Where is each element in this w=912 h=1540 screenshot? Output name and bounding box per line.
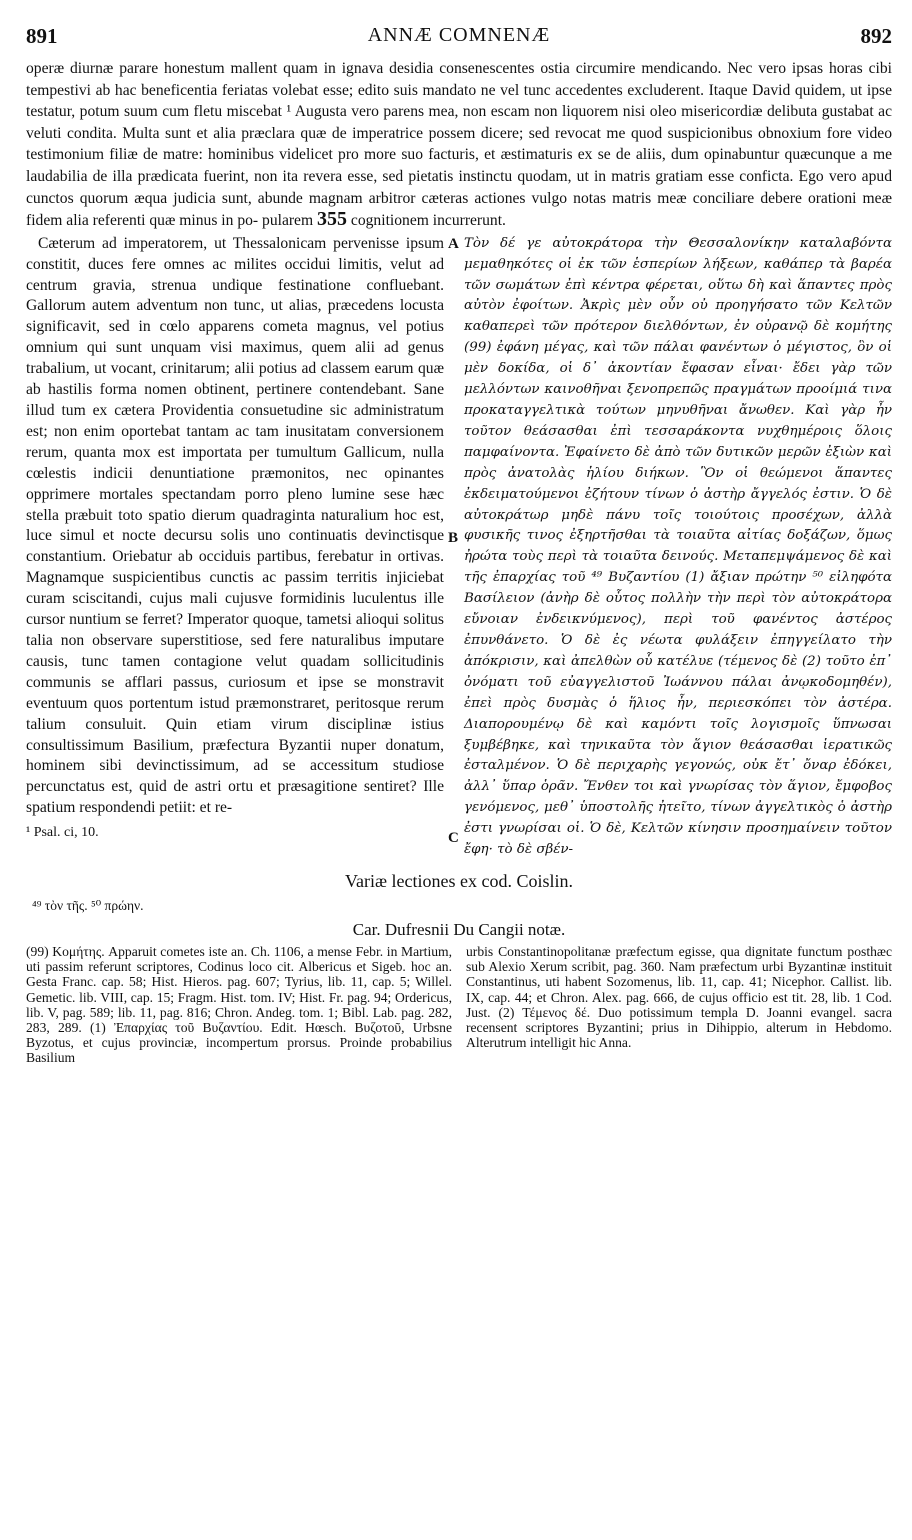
greek-column [464, 234, 892, 861]
notes-left-text: (99) Κομήτης. Apparuit cometes iste an. Ch. 1106, a mense Febr. in Martium, uti passim referunt scriptores, Codinus loco cit. Albericus et Sigeb. hoc an. Gesta Franc. cap. 58; Hist. Hieros. pag. 607; Tyrius, lib. 11, cap. 5; Willel. Gemetic. lib. VIII, cap. 15; Fragm. Hist. tom. IV; Hist. Fr. pag. 94; Ordericus, lib. V, pag. 589; lib. 11, pag. 816; Chron. Andeg. tom. 1; Bibl. Lab. pag. 282, 283, 289. (1) Ἐπαρχίας τοῦ Βυζαντίου. Edit. Hœsch. Βυζοτοῦ, Urbsne Byzotus, et cujus provinciæ, incompertum prorsus. Proinde probabilius Basilium [26, 943, 452, 1066]
notes-section [26, 944, 892, 1066]
running-header [26, 24, 892, 58]
margin-mark-c: C [448, 829, 459, 846]
page-number-left: 891 [26, 24, 58, 48]
margin-mark-a: A [448, 235, 459, 252]
latin-column [26, 234, 444, 861]
notes-right-text: urbis Constantinopolitanæ præfectum egisse, qua dignitate functum posthæc sub Alexio Xerum scribit, pag. 360. Nam præfectum urbi Byzantinæ instituit Constantinus, uti habent Sozomenus, lib. 11, cap. 41; Nicephor. Callist. lib. IX, cap. 44; et Chron. Alex. pag. 666, de cujus officio est tit. 28, lib. 1 Cod. Just. (2) Τέμενος δέ. Duo potissimum templa D. Joanni evangel. sacra recensent scriptores Byzantini; prius in Dihippio, alterum in Hebdomo. Alterutrum intelligit hic Anna. [466, 943, 892, 1051]
page-number-right: 892 [860, 24, 892, 48]
notes-heading: Car. Dufresnii Du Cangii notæ. [352, 919, 566, 939]
section-number: 355 [317, 208, 348, 231]
variants-text: ⁴⁹ τὸν τῆς. ⁵⁰ πρώην. [32, 897, 144, 913]
intro-tail: pularem [262, 212, 314, 230]
psalm-footnote: ¹ Psal. ci, 10. [26, 825, 99, 841]
latin-text: Cæterum ad imperatorem, ut Thessalonicam pervenisse ipsum constitit, duces fere omnes ac milites occidui limitis, velut ad centrum gravia, strenua undique festinatione confluebant. Gallorum autem adventum non tunc, ut alias, præcedens locusta significavit, sed in cœlo apparens cometa magnus, vel potius omnium qui sunt unquam visi maximus, quem alii ad genus trabalium, ut vocant, crinitarum; alii potius ad classem earum quæ ab hastilis forma nomen obtinent, pertinere contendebant. Sane illud tum ex cætera Providentia consuetudine sic administratum est; non enim oportebat tantam ac tam inusitatam conversionem rerum, quanta mox est importata per tumultum Gallicum, nulla cœlestis indicii denuntiatione præmonitos, nec opinantes opprimere mortales spectandam porro pleno lumine sese hæc stella præbuit toto spatio dierum quadraginta naturalium hoc est, luce simul et nocte decursu solis uno continuatis devinctisque constantium. Oriebatur ab occiduis partibus, ferebatur in ortivas. Magnamque suspicientibus cunctis ac passim territis injiciebat curam sciscitandi, cujus mali cujusve formidinis luculentus ille cursor nuntium se ferret? Imperator quoque, tametsi alioqui solitus talia non observare superstitiose, sed fere naturalibus imputare causis, tunc tamen contagione velut quadam sollicitudinis communis se afflari passus, curiosum et ipse se monstravit eventuum quos portentum istud præmonstraret, peritosque rerum talium consuluit. Quin etiam virum disciplinæ istius consultissimum Basilium, præfectura Byzantii nuper donatum, hominem sibi devinctissimum, ad se accessitum studiose percunctatus est, quid de astri ortu et præsagitione sentiret? Ille spatium respondendi petiit: et re- [26, 234, 444, 817]
notes-right-column [466, 944, 892, 1066]
variants-heading: Variæ lectiones ex cod. Coislin. [345, 870, 573, 891]
margin-mark-b: B [448, 529, 459, 546]
parallel-text [26, 234, 892, 861]
intro-paragraph [26, 58, 892, 232]
notes-left-column [26, 944, 452, 1066]
page [26, 24, 892, 1066]
greek-text: Τὸν δέ γε αὐτοκράτορα τὴν Θεσσαλονίκην καταλαβόντα μεμαθηκότες οἱ ἐκ τῶν ἑσπερίων λήξεων, καθάπερ τὰ βαρέα τῶν σωμάτων ἐπὶ κέντρα φέρεται, οὕτω δὴ καὶ ἅπαντες πρὸς αὐτὸν ἐφοίτων. Ἀκρὶς μὲν οὖν οὐ προηγήσατο τῶν Κελτῶν καθαπερεὶ τῶν πρότερον διελθόντων, ἐν οὐρανῷ δὲ κομήτης (99) ἐφάνη μέγας, καὶ τῶν πάλαι φανέντων ὁ μέγιστος, ὃν οἱ μὲν δοκίδα, οἱ δ᾽ ἀκοντίαν ἔφασαν εἶναι· ἔδει γὰρ τῶν μελλόντων καινοθῆναι ξενοπρεπῶς πραγμάτων προοίμιά τινα προκαταγγελτικὰ τούτων μηνυθῆναι ἄνωθεν. Καὶ γὰρ ἦν τοῦτον θεάσασθαι ἐπὶ τεσσαράκοντα νυχθημέροις ὅλοις παμφαίνοντα. Ἐφαίνετο δὲ ἀπὸ τῶν δυτικῶν μερῶν ἐξιὼν καὶ πρὸς ἀνατολὰς ἡλίου διήκων. Ὃν οἱ θεώμενοι ἅπαντες ἐκδειματούμενοι ἐζήτουν τίνων ὁ ἀστὴρ ἄγγελός ἐστιν. Ὁ δὲ αὐτοκράτωρ μηδὲ πάνυ τοῖς τοιούτοις προσέχων, ἀλλὰ φυσικῆς τινος ἐξηρτῆσθαι τὰ τοιαῦτα αἰτίας δοξάζων, ὅμως ἠρώτα τοὺς περὶ τὰ τοιαῦτα δεινούς. Μεταπεμψάμενος δὲ καὶ τῆς ἐπαρχίας τοῦ ⁴⁹ Βυζαντίου (1) ἄξιαν πρώτην ⁵⁰ εἰληφότα Βασίλειον (ἀνὴρ δὲ οὗτος πολλὴν τὴν περὶ τὸν αὐτοκράτορα εὔνοιαν ἐνδεικνύμενος), περὶ τοῦ φανέντος ἀστέρος ἐπυνθάνετο. Ὁ δὲ ἐς νέωτα φυλάξειν ἐπηγγείλατο τὴν ἀπόκρισιν, καὶ ἀπελθὼν οὗ κατέλυε (τέμενος δὲ (2) τοῦτο ἐπ᾽ ὀνόματι τοῦ εὐαγγελιστοῦ Ἰωάννου πάλαι ἀνῳκοδομηθέν), ἐπεὶ πρὸς δυσμὰς ὁ ἥλιος ἦν, περιεσκόπει τὸν ἀστέρα. Διαπορουμένῳ δὲ καὶ καμόντι τοῖς λογισμοῖς ὕπνωσαι ξυμβέβηκε, καὶ τηνικαῦτα τὸν ἅγιον θεάσασθαι ἱερατικῶς ἐσταλμένον. Ὁ δὲ περιχαρὴς γεγονώς, οὐκ ἔτ᾽ ὄναρ ἐδόκει, ἀλλ᾽ ὕπαρ ὁρᾶν. Ἔνθεν τοι καὶ γνωρίσας τὸν ἅγιον, ἔμφοβος γενόμενος, μεθ᾽ ὑποστολῆς ἠτεῖτο, τίνων ἀγγελτικὸς ὁ ἀστὴρ ἐστι γνωρίσαι οἱ. Ὁ δὲ, Κελτῶν κίνησιν προσημαίνειν τοῦτον ἔφη· τὸ δὲ σβέν- [464, 235, 892, 858]
running-title: ANNÆ COMNENÆ [367, 24, 551, 46]
intro-end: cognitionem incurrerunt. [350, 212, 506, 230]
margin-markers [444, 234, 464, 861]
intro-text: operæ diurnæ parare honestum mallent quam in ignava desidia consenescentes ostia circumire mendicando. Nec vero ipsas horas cibi tempestivi ab hac beneficentia feriatas volebat esse; edito suis mandato ne vel tunc accedentes excluderent. Itaque David quidem, ut ipse testatur, potum suum cum fletu miscebat ¹ Augusta vero parens mea, non escam non liquorem nisi oleo misericordiæ delibuta gustabat ac veluti condita. Multa sunt et alia præclara quæ de imperatrice possem dicere; sed revocat me quod suspicionibus obnoxium fore video testimonium filiæ de matre: hominibus videlicet pro more suo facturis, et æstimaturis ex se de aliis, dum opinabuntur quæcunque a me laudabilia de illa prædicata fuerint, non ita revera esse, sed pietatis instinctu quodam, ut in matris gratiam esse conficta. Ego vero apud cunctos quorum æqua judicia sunt, abunde magnam arbitror cæteras actiones vulgo notas matris meæ conciliare debere orationi meæ fidem alia referenti quæ minus in po- [26, 60, 892, 230]
